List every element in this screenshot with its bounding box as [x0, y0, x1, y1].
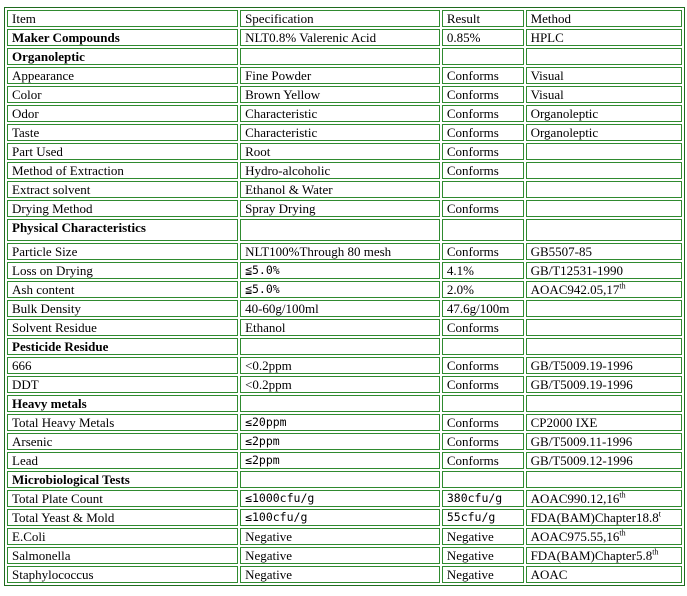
table-row: [7, 433, 682, 450]
cell-method: [526, 300, 682, 317]
table-row: [7, 86, 682, 103]
cell-result: 55cfu/g: [442, 509, 524, 526]
cell-result: Conforms: [442, 162, 524, 179]
table-row: [7, 181, 682, 198]
cell-specification: Characteristic: [240, 124, 440, 141]
cell-method: [526, 319, 682, 336]
cell-specification: ≦5.0%: [240, 262, 440, 279]
cell-method: [526, 338, 682, 355]
cell-result: 4.1%: [442, 262, 524, 279]
cell-specification: Ethanol: [240, 319, 440, 336]
table-row: [7, 414, 682, 431]
table-body: [7, 10, 682, 583]
cell-method: AOAC: [526, 566, 682, 583]
cell-method: CP2000 IXE: [526, 414, 682, 431]
cell-result: Negative: [442, 528, 524, 545]
table-row: [7, 319, 682, 336]
cell-result: Conforms: [442, 86, 524, 103]
cell-item: Odor: [7, 105, 238, 122]
cell-specification: Negative: [240, 528, 440, 545]
cell-method: [526, 48, 682, 65]
table-row: [7, 262, 682, 279]
cell-specification: ≤2ppm: [240, 433, 440, 450]
cell-item: Solvent Residue: [7, 319, 238, 336]
cell-item: Part Used: [7, 143, 238, 160]
table-row: [7, 67, 682, 84]
cell-method: GB/T12531-1990: [526, 262, 682, 279]
cell-item: Total Plate Count: [7, 490, 238, 507]
cell-specification: ≤1000cfu/g: [240, 490, 440, 507]
cell-method: GB/T5009.19-1996: [526, 357, 682, 374]
cell-result: Conforms: [442, 105, 524, 122]
table-row: [7, 162, 682, 179]
table-row: [7, 490, 682, 507]
cell-result: 47.6g/100m: [442, 300, 524, 317]
cell-item: Loss on Drying: [7, 262, 238, 279]
table-row: [7, 281, 682, 298]
cell-item: Lead: [7, 452, 238, 469]
cell-specification: ≤20ppm: [240, 414, 440, 431]
superscript: t: [658, 509, 661, 519]
cell-item: Ash content: [7, 281, 238, 298]
cell-method: FDA(BAM)Chapter5.8th: [526, 547, 682, 564]
table-row: [7, 357, 682, 374]
cell-item: Total Heavy Metals: [7, 414, 238, 431]
cell-item: Appearance: [7, 67, 238, 84]
cell-item: Extract solvent: [7, 181, 238, 198]
section-title: Microbiological Tests: [7, 471, 238, 488]
cell-specification: 40-60g/100ml: [240, 300, 440, 317]
cell-specification: Negative: [240, 566, 440, 583]
cell-specification: Ethanol & Water: [240, 181, 440, 198]
cell-item: Arsenic: [7, 433, 238, 450]
cell-result: Conforms: [442, 67, 524, 84]
cell-method: FDA(BAM)Chapter18.8$^t$: [526, 509, 682, 526]
cell-item: Salmonella: [7, 547, 238, 564]
cell-specification: [240, 338, 440, 355]
cell-method: [526, 471, 682, 488]
cell-specification: ≦5.0%: [240, 281, 440, 298]
cell-specification: [240, 395, 440, 412]
cell-item: Bulk Density: [7, 300, 238, 317]
table-row: [7, 509, 682, 526]
cell-specification: Brown Yellow: [240, 86, 440, 103]
section-row: [7, 219, 682, 241]
section-title: Pesticide Residue: [7, 338, 238, 355]
cell-specification: Characteristic: [240, 105, 440, 122]
cell-method: AOAC990.12,16th: [526, 490, 682, 507]
cell-result: Conforms: [442, 452, 524, 469]
table-row: [7, 547, 682, 564]
section-row: [7, 395, 682, 412]
cell-result: [442, 48, 524, 65]
cell-item: Drying Method: [7, 200, 238, 217]
table-row: [7, 105, 682, 122]
header-result: Result: [442, 10, 524, 27]
cell-specification: Fine Powder: [240, 67, 440, 84]
table-row: [7, 143, 682, 160]
section-title: Organoleptic: [7, 48, 238, 65]
cell-specification: <0.2ppm: [240, 376, 440, 393]
section-title: Physical Characteristics: [7, 219, 238, 241]
cell-item: Method of Extraction: [7, 162, 238, 179]
section-title: Heavy metals: [7, 395, 238, 412]
cell-result: 2.0%: [442, 281, 524, 298]
cell-specification: Negative: [240, 547, 440, 564]
cell-result: Conforms: [442, 200, 524, 217]
cell-specification: NLT0.8% Valerenic Acid: [240, 29, 440, 46]
cell-method: GB/T5009.12-1996: [526, 452, 682, 469]
superscript: th: [619, 281, 626, 291]
cell-item: 666: [7, 357, 238, 374]
cell-result: [442, 338, 524, 355]
cell-result: Conforms: [442, 243, 524, 260]
cell-result: Negative: [442, 566, 524, 583]
header-method: Method: [526, 10, 682, 27]
table-row: [7, 200, 682, 217]
cell-method: Organoleptic: [526, 105, 682, 122]
cell-method: GB/T5009.11-1996: [526, 433, 682, 450]
cell-result: 0.85%: [442, 29, 524, 46]
cell-result: Negative: [442, 547, 524, 564]
cell-specification: ≤100cfu/g: [240, 509, 440, 526]
table-row: [7, 243, 682, 260]
cell-item: Taste: [7, 124, 238, 141]
section-row: [7, 338, 682, 355]
cell-method: GB5507-85: [526, 243, 682, 260]
header-row: [7, 10, 682, 27]
specification-table: [4, 7, 685, 586]
cell-result: Conforms: [442, 414, 524, 431]
cell-method: [526, 219, 682, 241]
header-item: Item: [7, 10, 238, 27]
cell-specification: NLT100%Through 80 mesh: [240, 243, 440, 260]
cell-method: [526, 162, 682, 179]
cell-result: [442, 219, 524, 241]
table-row: [7, 124, 682, 141]
cell-result: 380cfu/g: [442, 490, 524, 507]
cell-item: Total Yeast & Mold: [7, 509, 238, 526]
cell-method: HPLC: [526, 29, 682, 46]
table-row: [7, 376, 682, 393]
cell-result: Conforms: [442, 433, 524, 450]
cell-specification: [240, 471, 440, 488]
cell-result: Conforms: [442, 376, 524, 393]
cell-method: Visual: [526, 86, 682, 103]
cell-method: [526, 181, 682, 198]
cell-specification: Root: [240, 143, 440, 160]
cell-method: GB/T5009.19-1996: [526, 376, 682, 393]
cell-result: [442, 395, 524, 412]
cell-result: [442, 471, 524, 488]
cell-method: [526, 200, 682, 217]
section-row: [7, 471, 682, 488]
cell-result: [442, 181, 524, 198]
cell-result: Conforms: [442, 319, 524, 336]
table-row: [7, 29, 682, 46]
cell-result: Conforms: [442, 143, 524, 160]
cell-specification: <0.2ppm: [240, 357, 440, 374]
cell-item: Color: [7, 86, 238, 103]
superscript: th: [652, 547, 659, 557]
cell-result: Conforms: [442, 357, 524, 374]
header-specification: Specification: [240, 10, 440, 27]
cell-method: AOAC975.55,16th: [526, 528, 682, 545]
superscript: th: [619, 528, 626, 538]
cell-result: Conforms: [442, 124, 524, 141]
cell-specification: Spray Drying: [240, 200, 440, 217]
superscript: th: [619, 490, 626, 500]
cell-method: AOAC942.05,17th: [526, 281, 682, 298]
cell-specification: Hydro-alcoholic: [240, 162, 440, 179]
cell-item: Particle Size: [7, 243, 238, 260]
section-row: [7, 48, 682, 65]
cell-method: Organoleptic: [526, 124, 682, 141]
cell-method: [526, 143, 682, 160]
cell-specification: [240, 48, 440, 65]
cell-item: E.Coli: [7, 528, 238, 545]
table-row: [7, 566, 682, 583]
cell-item: Staphylococcus: [7, 566, 238, 583]
cell-method: [526, 395, 682, 412]
cell-item: Maker Compounds: [7, 29, 238, 46]
cell-specification: [240, 219, 440, 241]
table-row: [7, 452, 682, 469]
table-row: [7, 528, 682, 545]
cell-item: DDT: [7, 376, 238, 393]
table-row: [7, 300, 682, 317]
cell-specification: ≤2ppm: [240, 452, 440, 469]
cell-method: Visual: [526, 67, 682, 84]
